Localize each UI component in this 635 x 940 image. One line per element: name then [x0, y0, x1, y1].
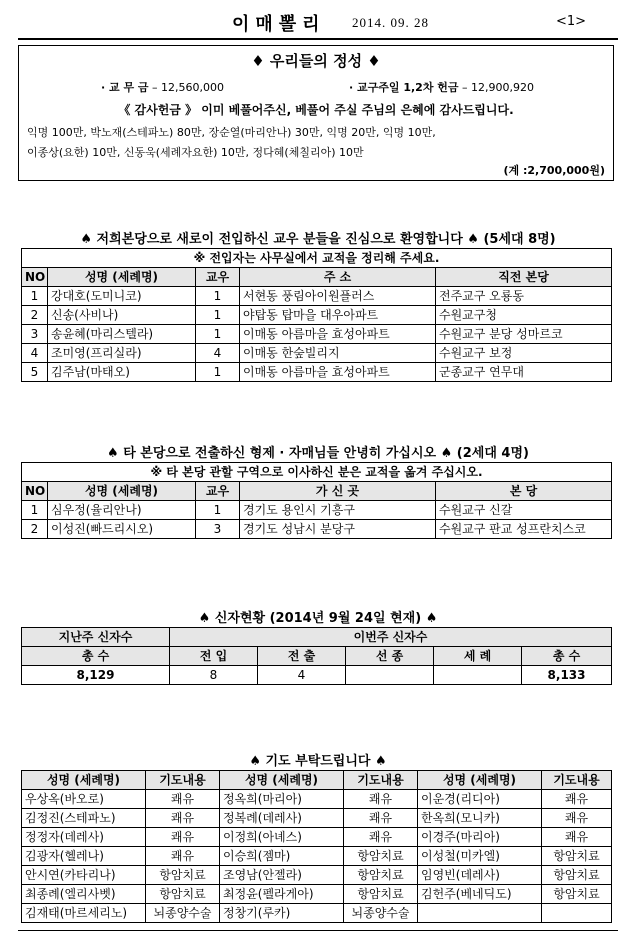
person-name: 이정희(아녜스): [220, 828, 344, 847]
cell: 조미영(프리실라): [48, 344, 196, 363]
in-value: 8: [170, 666, 258, 685]
donors-list: [27, 123, 436, 163]
last-total-value: 8,129: [22, 666, 170, 685]
cell: 3: [22, 325, 48, 344]
person-name: 김광자(헬레나): [22, 847, 146, 866]
prayer-content: 항암치료: [344, 885, 418, 904]
prayer-content: 쾌유: [146, 809, 220, 828]
prayer-content: 항암치료: [542, 847, 612, 866]
prayer-content: 쾌유: [542, 809, 612, 828]
col-members: 교우: [196, 482, 240, 501]
col-prayer: 기도내용: [542, 771, 612, 790]
cell: 1: [196, 501, 240, 520]
cell: 송윤혜(마리스텔라): [48, 325, 196, 344]
newcomers-table: [21, 248, 612, 382]
cell: 3: [196, 520, 240, 539]
prayer-content: 쾌유: [344, 790, 418, 809]
cell: 신송(사비나): [48, 306, 196, 325]
cell: 5: [22, 363, 48, 382]
person-name: 이경주(마리아): [418, 828, 542, 847]
baptism-header: 세 례: [434, 647, 522, 666]
table-row: [22, 809, 612, 828]
col-name: 성명 (세례명): [22, 771, 146, 790]
cell: 수원교구 판교 성프란치스코: [436, 520, 612, 539]
page-number: <1>: [556, 14, 587, 29]
cell: 1: [196, 363, 240, 382]
total-header: 총 수: [522, 647, 612, 666]
col-prayer: 기도내용: [344, 771, 418, 790]
this-total-value: 8,133: [522, 666, 612, 685]
cell: 수원교구 보정: [436, 344, 612, 363]
death-value: [346, 666, 434, 685]
offering-title: ♦ 우리들의 정성 ♦: [251, 52, 381, 70]
total-header: 총 수: [22, 647, 170, 666]
person-name: 정복례(데레사): [220, 809, 344, 828]
cell: 이매동 한숲빌리지: [240, 344, 436, 363]
cell: 경기도 성남시 분당구: [240, 520, 436, 539]
in-header: 전 입: [170, 647, 258, 666]
person-name: 이승희(젬마): [220, 847, 344, 866]
donors-line: 익명 100만, 박노재(스테파노) 80만, 장순열(마리안나) 30만, 익명 20만, 익명 10만,: [27, 126, 436, 139]
table-row: [22, 344, 612, 363]
col-name: 성명 (세례명): [418, 771, 542, 790]
thanks-line: 《 감사헌금 》 이미 베풀어주신, 베풀어 주실 주님의 은혜에 감사드립니다.: [118, 103, 514, 117]
prayer-content: 뇌종양수술: [344, 904, 418, 923]
prayer-content: 항암치료: [344, 866, 418, 885]
prayer-heading: ♠ 기도 부탁드립니다 ♠: [249, 754, 387, 769]
baptism-value: [434, 666, 522, 685]
cell: 2: [22, 520, 48, 539]
cell: 김주남(마태오): [48, 363, 196, 382]
cell: 심우정(율리안나): [48, 501, 196, 520]
offering-box: [18, 45, 614, 181]
person-name: 정창기(루카): [220, 904, 344, 923]
cell: 이매동 아름마을 효성아파트: [240, 325, 436, 344]
table-row: [22, 520, 612, 539]
col-name: 성명 (세례명): [48, 268, 196, 287]
cell: 이매동 아름마을 효성아파트: [240, 363, 436, 382]
table-row: [22, 790, 612, 809]
col-prayer: 기도내용: [146, 771, 220, 790]
cell: 1: [22, 287, 48, 306]
out-value: 4: [258, 666, 346, 685]
col-prev-parish: 직전 본당: [436, 268, 612, 287]
cell: 1: [196, 325, 240, 344]
table-row: [22, 501, 612, 520]
header-divider: [18, 38, 618, 40]
census-table: [21, 627, 612, 685]
col-members: 교우: [196, 268, 240, 287]
person-name: 김정진(스테파노): [22, 809, 146, 828]
bulletin-title: 이매뽈리: [232, 14, 326, 35]
person-name: [418, 904, 542, 923]
last-week-header: 지난주 신자수: [22, 628, 170, 647]
newcomers-heading: ♠ 저희본당으로 새로이 전입하신 교우 분들을 진심으로 환영합니다 ♠ (5세대 8명): [80, 232, 556, 247]
prayer-content: 항암치료: [146, 866, 220, 885]
person-name: 김재태(마르세리노): [22, 904, 146, 923]
cell: 1: [196, 287, 240, 306]
table-row: [22, 904, 612, 923]
sunday-offering-line: [349, 79, 534, 95]
prayer-content: 쾌유: [146, 790, 220, 809]
col-no: NO: [22, 268, 48, 287]
person-name: 정옥희(마리아): [220, 790, 344, 809]
person-name: 한옥희(모니카): [418, 809, 542, 828]
col-parish: 본 당: [436, 482, 612, 501]
kyomu-value: – 12,560,000: [148, 81, 225, 94]
cell: 1: [22, 501, 48, 520]
cell: 2: [22, 306, 48, 325]
prayer-content: [542, 904, 612, 923]
person-name: 안시연(카타리나): [22, 866, 146, 885]
cell: 4: [196, 344, 240, 363]
cell: 서현동 풍림아이원플러스: [240, 287, 436, 306]
col-address: 주 소: [240, 268, 436, 287]
prayer-content: 항암치료: [146, 885, 220, 904]
prayer-content: 쾌유: [146, 847, 220, 866]
census-heading: ♠ 신자현황 (2014년 9월 24일 현재) ♠: [198, 611, 438, 626]
cell: 수원교구청: [436, 306, 612, 325]
table-row: [22, 866, 612, 885]
person-name: 이성철(미카엘): [418, 847, 542, 866]
person-name: 임영빈(데레사): [418, 866, 542, 885]
person-name: 김헌주(베네딕도): [418, 885, 542, 904]
table-row: [22, 666, 612, 685]
cell: 수원교구 분당 성마르코: [436, 325, 612, 344]
person-name: 이운경(리디아): [418, 790, 542, 809]
table-row: [22, 828, 612, 847]
person-name: 최정윤(펠라게아): [220, 885, 344, 904]
this-week-header: 이번주 신자수: [170, 628, 612, 647]
departures-heading: ♠ 타 본당으로 전출하신 형제 · 자매님들 안녕히 가십시오 ♠ (2세대 4명): [107, 446, 529, 461]
table-row: [22, 885, 612, 904]
prayer-content: 항암치료: [344, 847, 418, 866]
person-name: 우상옥(바오로): [22, 790, 146, 809]
cell: 경기도 용인시 기흥구: [240, 501, 436, 520]
donors-line: 이종상(요한) 10만, 신동욱(세례자요한) 10만, 정다혜(체칠리아) 10만: [27, 146, 364, 159]
prayer-content: 쾌유: [344, 809, 418, 828]
cell: 1: [196, 306, 240, 325]
prayer-content: 쾌유: [146, 828, 220, 847]
prayer-table: [21, 770, 612, 923]
cell: 전주교구 오룡동: [436, 287, 612, 306]
cell: 강대호(도미니코): [48, 287, 196, 306]
cell: 4: [22, 344, 48, 363]
col-name: 성명 (세례명): [220, 771, 344, 790]
table-row: [22, 287, 612, 306]
col-destination: 가 신 곳: [240, 482, 436, 501]
footer-divider: [18, 930, 618, 931]
cell: 이성진(빠드리시오): [48, 520, 196, 539]
cell: 군종교구 연무대: [436, 363, 612, 382]
out-header: 전 출: [258, 647, 346, 666]
cell: 수원교구 신갈: [436, 501, 612, 520]
departures-table: [21, 462, 612, 539]
sunday-offering-value: – 12,900,920: [458, 81, 535, 94]
newcomers-note: ※ 전입자는 사무실에서 교적을 정리해 주세요.: [22, 249, 612, 268]
kyomu-line: [101, 79, 224, 95]
prayer-content: 항암치료: [542, 885, 612, 904]
col-name: 성명 (세례명): [48, 482, 196, 501]
person-name: 최종례(엘리사벳): [22, 885, 146, 904]
bulletin-date: 2014. 09. 28: [352, 15, 429, 30]
person-name: 정정자(데레사): [22, 828, 146, 847]
prayer-content: 쾌유: [542, 828, 612, 847]
col-no: NO: [22, 482, 48, 501]
kyomu-label: · 교 무 금: [101, 81, 149, 94]
prayer-content: 뇌종양수술: [146, 904, 220, 923]
prayer-content: 쾌유: [542, 790, 612, 809]
table-row: [22, 847, 612, 866]
table-row: [22, 363, 612, 382]
cell: 야탑동 탑마을 대우아파트: [240, 306, 436, 325]
table-row: [22, 306, 612, 325]
person-name: 조영남(안젤라): [220, 866, 344, 885]
table-row: [22, 325, 612, 344]
offering-total: (계 :2,700,000원): [503, 164, 605, 177]
death-header: 선 종: [346, 647, 434, 666]
sunday-offering-label: · 교구주일 1,2차 헌금: [349, 81, 459, 94]
departures-note: ※ 타 본당 관할 구역으로 이사하신 분은 교적을 옮겨 주십시오.: [22, 463, 612, 482]
prayer-content: 쾌유: [344, 828, 418, 847]
prayer-content: 항암치료: [542, 866, 612, 885]
